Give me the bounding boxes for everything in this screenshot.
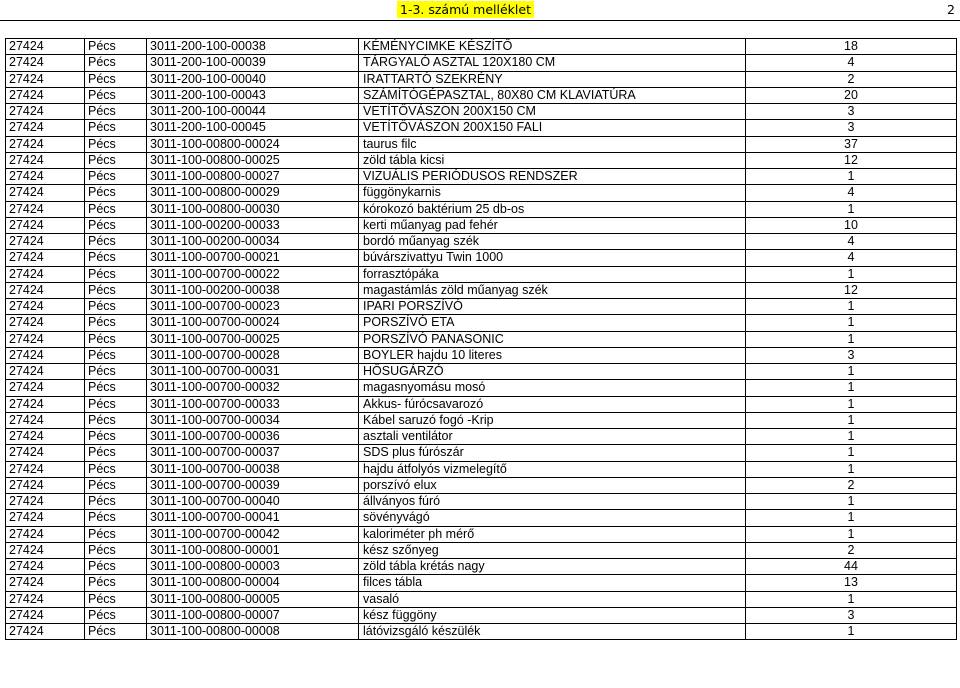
site-code-cell: 27424 — [6, 55, 85, 71]
item-name-cell: filces tábla — [359, 575, 746, 591]
inventory-number-cell: 3011-100-00700-00031 — [147, 364, 359, 380]
city-cell: Pécs — [85, 607, 147, 623]
inventory-number-cell: 3011-100-00800-00025 — [147, 152, 359, 168]
quantity-cell: 1 — [746, 494, 957, 510]
item-name-cell: VIZUÁLIS PERIÓDUSOS RENDSZER — [359, 169, 746, 185]
table-row — [6, 607, 957, 623]
site-code-cell: 27424 — [6, 282, 85, 298]
quantity-cell: 12 — [746, 152, 957, 168]
table-row — [6, 136, 957, 152]
table-row — [6, 542, 957, 558]
table-row — [6, 39, 957, 55]
table-row — [6, 282, 957, 298]
city-cell: Pécs — [85, 494, 147, 510]
inventory-number-cell: 3011-100-00700-00024 — [147, 315, 359, 331]
inventory-number-cell: 3011-200-100-00038 — [147, 39, 359, 55]
item-name-cell: zöld tábla krétás nagy — [359, 559, 746, 575]
inventory-number-cell: 3011-100-00200-00033 — [147, 217, 359, 233]
inventory-number-cell: 3011-100-00800-00004 — [147, 575, 359, 591]
item-name-cell: asztali ventilátor — [359, 429, 746, 445]
item-name-cell: sövényvágó — [359, 510, 746, 526]
item-name-cell: kész szőnyeg — [359, 542, 746, 558]
table-row — [6, 250, 957, 266]
inventory-number-cell: 3011-100-00700-00038 — [147, 461, 359, 477]
quantity-cell: 1 — [746, 315, 957, 331]
inventory-number-cell: 3011-100-00800-00007 — [147, 607, 359, 623]
table-row — [6, 331, 957, 347]
table-row — [6, 120, 957, 136]
city-cell: Pécs — [85, 299, 147, 315]
inventory-number-cell: 3011-200-100-00043 — [147, 87, 359, 103]
item-name-cell: kerti műanyag pad fehér — [359, 217, 746, 233]
city-cell: Pécs — [85, 152, 147, 168]
item-name-cell: VETÍTŐVÁSZON 200X150 CM — [359, 104, 746, 120]
quantity-cell: 3 — [746, 607, 957, 623]
table-row — [6, 396, 957, 412]
site-code-cell: 27424 — [6, 461, 85, 477]
quantity-cell: 37 — [746, 136, 957, 152]
table-row — [6, 461, 957, 477]
site-code-cell: 27424 — [6, 542, 85, 558]
city-cell: Pécs — [85, 234, 147, 250]
item-name-cell: állványos fúró — [359, 494, 746, 510]
quantity-cell: 10 — [746, 217, 957, 233]
item-name-cell: függönykarnis — [359, 185, 746, 201]
inventory-number-cell: 3011-100-00700-00033 — [147, 396, 359, 412]
inventory-number-cell: 3011-100-00700-00021 — [147, 250, 359, 266]
quantity-cell: 1 — [746, 299, 957, 315]
quantity-cell: 2 — [746, 542, 957, 558]
site-code-cell: 27424 — [6, 575, 85, 591]
annex-title: 1-3. számú melléklet — [397, 1, 534, 18]
city-cell: Pécs — [85, 526, 147, 542]
item-name-cell: KÉMÉNYCIMKE KÉSZÍTŐ — [359, 39, 746, 55]
quantity-cell: 1 — [746, 364, 957, 380]
site-code-cell: 27424 — [6, 266, 85, 282]
site-code-cell: 27424 — [6, 217, 85, 233]
quantity-cell: 2 — [746, 71, 957, 87]
inventory-number-cell: 3011-100-00200-00034 — [147, 234, 359, 250]
item-name-cell: kaloriméter ph mérő — [359, 526, 746, 542]
item-name-cell: SZÁMÍTÓGÉPASZTAL, 80X80 CM KLAVIATÚRA — [359, 87, 746, 103]
site-code-cell: 27424 — [6, 169, 85, 185]
quantity-cell: 13 — [746, 575, 957, 591]
item-name-cell: porszívó elux — [359, 477, 746, 493]
item-name-cell: búvárszivattyu Twin 1000 — [359, 250, 746, 266]
city-cell: Pécs — [85, 477, 147, 493]
quantity-cell: 18 — [746, 39, 957, 55]
site-code-cell: 27424 — [6, 71, 85, 87]
table-row — [6, 234, 957, 250]
quantity-cell: 3 — [746, 104, 957, 120]
table-row — [6, 185, 957, 201]
inventory-number-cell: 3011-100-00800-00030 — [147, 201, 359, 217]
inventory-number-cell: 3011-100-00800-00003 — [147, 559, 359, 575]
quantity-cell: 1 — [746, 396, 957, 412]
item-name-cell: Kábel saruzó fogó -Krip — [359, 412, 746, 428]
site-code-cell: 27424 — [6, 250, 85, 266]
item-name-cell: magastámlás zöld műanyag szék — [359, 282, 746, 298]
table-row — [6, 347, 957, 363]
table-row — [6, 104, 957, 120]
item-name-cell: Akkus- fúrócsavarozó — [359, 396, 746, 412]
city-cell: Pécs — [85, 71, 147, 87]
site-code-cell: 27424 — [6, 380, 85, 396]
table-row — [6, 445, 957, 461]
city-cell: Pécs — [85, 380, 147, 396]
item-name-cell: vasaló — [359, 591, 746, 607]
city-cell: Pécs — [85, 55, 147, 71]
table-row — [6, 559, 957, 575]
inventory-number-cell: 3011-200-100-00040 — [147, 71, 359, 87]
item-name-cell: hajdu átfolyós vizmelegítő — [359, 461, 746, 477]
site-code-cell: 27424 — [6, 607, 85, 623]
inventory-number-cell: 3011-200-100-00044 — [147, 104, 359, 120]
site-code-cell: 27424 — [6, 559, 85, 575]
quantity-cell: 1 — [746, 461, 957, 477]
item-name-cell: PORSZÍVÓ PANASONIC — [359, 331, 746, 347]
table-row — [6, 315, 957, 331]
site-code-cell: 27424 — [6, 477, 85, 493]
table-row — [6, 477, 957, 493]
city-cell: Pécs — [85, 396, 147, 412]
table-row — [6, 526, 957, 542]
quantity-cell: 1 — [746, 429, 957, 445]
inventory-number-cell: 3011-100-00700-00028 — [147, 347, 359, 363]
inventory-number-cell: 3011-100-00700-00023 — [147, 299, 359, 315]
table-row — [6, 494, 957, 510]
quantity-cell: 4 — [746, 185, 957, 201]
quantity-cell: 1 — [746, 510, 957, 526]
city-cell: Pécs — [85, 542, 147, 558]
table-row — [6, 87, 957, 103]
item-name-cell: forrasztópáka — [359, 266, 746, 282]
quantity-cell: 1 — [746, 380, 957, 396]
city-cell: Pécs — [85, 104, 147, 120]
city-cell: Pécs — [85, 282, 147, 298]
inventory-table — [5, 38, 957, 640]
item-name-cell: IPARI PORSZÍVÓ — [359, 299, 746, 315]
quantity-cell: 3 — [746, 120, 957, 136]
item-name-cell: VETÍTŐVÁSZON 200X150 FALI — [359, 120, 746, 136]
site-code-cell: 27424 — [6, 429, 85, 445]
quantity-cell: 4 — [746, 55, 957, 71]
city-cell: Pécs — [85, 217, 147, 233]
city-cell: Pécs — [85, 429, 147, 445]
quantity-cell: 3 — [746, 347, 957, 363]
quantity-cell: 1 — [746, 169, 957, 185]
inventory-number-cell: 3011-100-00800-00029 — [147, 185, 359, 201]
site-code-cell: 27424 — [6, 396, 85, 412]
inventory-number-cell: 3011-100-00700-00036 — [147, 429, 359, 445]
city-cell: Pécs — [85, 412, 147, 428]
city-cell: Pécs — [85, 87, 147, 103]
inventory-number-cell: 3011-100-00200-00038 — [147, 282, 359, 298]
inventory-number-cell: 3011-100-00800-00001 — [147, 542, 359, 558]
site-code-cell: 27424 — [6, 494, 85, 510]
table-row — [6, 364, 957, 380]
inventory-number-cell: 3011-100-00700-00037 — [147, 445, 359, 461]
site-code-cell: 27424 — [6, 315, 85, 331]
inventory-number-cell: 3011-100-00800-00024 — [147, 136, 359, 152]
site-code-cell: 27424 — [6, 185, 85, 201]
city-cell: Pécs — [85, 266, 147, 282]
site-code-cell: 27424 — [6, 510, 85, 526]
site-code-cell: 27424 — [6, 120, 85, 136]
site-code-cell: 27424 — [6, 201, 85, 217]
table-row — [6, 575, 957, 591]
inventory-number-cell: 3011-100-00700-00040 — [147, 494, 359, 510]
site-code-cell: 27424 — [6, 347, 85, 363]
quantity-cell: 4 — [746, 234, 957, 250]
inventory-table-body — [6, 39, 957, 640]
table-row — [6, 152, 957, 168]
city-cell: Pécs — [85, 120, 147, 136]
item-name-cell: zöld tábla kicsi — [359, 152, 746, 168]
site-code-cell: 27424 — [6, 331, 85, 347]
page-header — [0, 0, 960, 21]
site-code-cell: 27424 — [6, 136, 85, 152]
table-row — [6, 380, 957, 396]
table-row — [6, 299, 957, 315]
city-cell: Pécs — [85, 445, 147, 461]
inventory-number-cell: 3011-100-00700-00042 — [147, 526, 359, 542]
quantity-cell: 1 — [746, 266, 957, 282]
item-name-cell: HŐSUGÁRZÓ — [359, 364, 746, 380]
site-code-cell: 27424 — [6, 104, 85, 120]
city-cell: Pécs — [85, 201, 147, 217]
inventory-number-cell: 3011-100-00700-00039 — [147, 477, 359, 493]
table-row — [6, 266, 957, 282]
city-cell: Pécs — [85, 624, 147, 640]
city-cell: Pécs — [85, 185, 147, 201]
inventory-number-cell: 3011-200-100-00039 — [147, 55, 359, 71]
city-cell: Pécs — [85, 136, 147, 152]
inventory-number-cell: 3011-100-00700-00022 — [147, 266, 359, 282]
item-name-cell: BOYLER hajdu 10 literes — [359, 347, 746, 363]
item-name-cell: látóvizsgáló készülék — [359, 624, 746, 640]
site-code-cell: 27424 — [6, 234, 85, 250]
quantity-cell: 12 — [746, 282, 957, 298]
table-row — [6, 201, 957, 217]
city-cell: Pécs — [85, 364, 147, 380]
item-name-cell: bordó műanyag szék — [359, 234, 746, 250]
city-cell: Pécs — [85, 575, 147, 591]
table-row — [6, 217, 957, 233]
table-row — [6, 412, 957, 428]
quantity-cell: 1 — [746, 624, 957, 640]
city-cell: Pécs — [85, 591, 147, 607]
item-name-cell: kórokozó baktérium 25 db-os — [359, 201, 746, 217]
site-code-cell: 27424 — [6, 87, 85, 103]
quantity-cell: 1 — [746, 412, 957, 428]
quantity-cell: 44 — [746, 559, 957, 575]
quantity-cell: 4 — [746, 250, 957, 266]
city-cell: Pécs — [85, 461, 147, 477]
site-code-cell: 27424 — [6, 364, 85, 380]
site-code-cell: 27424 — [6, 624, 85, 640]
inventory-number-cell: 3011-200-100-00045 — [147, 120, 359, 136]
inventory-number-cell: 3011-100-00700-00025 — [147, 331, 359, 347]
item-name-cell: TÁRGYALÓ ASZTAL 120X180 CM — [359, 55, 746, 71]
table-row — [6, 510, 957, 526]
site-code-cell: 27424 — [6, 299, 85, 315]
city-cell: Pécs — [85, 315, 147, 331]
city-cell: Pécs — [85, 559, 147, 575]
inventory-number-cell: 3011-100-00800-00008 — [147, 624, 359, 640]
item-name-cell: magasnyomásu mosó — [359, 380, 746, 396]
site-code-cell: 27424 — [6, 412, 85, 428]
quantity-cell: 1 — [746, 331, 957, 347]
table-row — [6, 55, 957, 71]
quantity-cell: 1 — [746, 201, 957, 217]
table-row — [6, 624, 957, 640]
item-name-cell: SDS plus fúrószár — [359, 445, 746, 461]
city-cell: Pécs — [85, 331, 147, 347]
inventory-number-cell: 3011-100-00700-00041 — [147, 510, 359, 526]
inventory-number-cell: 3011-100-00700-00032 — [147, 380, 359, 396]
quantity-cell: 20 — [746, 87, 957, 103]
table-row — [6, 591, 957, 607]
page-number: 2 — [947, 2, 955, 17]
site-code-cell: 27424 — [6, 445, 85, 461]
city-cell: Pécs — [85, 250, 147, 266]
city-cell: Pécs — [85, 347, 147, 363]
quantity-cell: 1 — [746, 445, 957, 461]
city-cell: Pécs — [85, 169, 147, 185]
item-name-cell: kész függöny — [359, 607, 746, 623]
site-code-cell: 27424 — [6, 591, 85, 607]
quantity-cell: 1 — [746, 526, 957, 542]
item-name-cell: PORSZÍVÓ ETA — [359, 315, 746, 331]
city-cell: Pécs — [85, 39, 147, 55]
city-cell: Pécs — [85, 510, 147, 526]
inventory-number-cell: 3011-100-00700-00034 — [147, 412, 359, 428]
quantity-cell: 2 — [746, 477, 957, 493]
inventory-number-cell: 3011-100-00800-00005 — [147, 591, 359, 607]
site-code-cell: 27424 — [6, 39, 85, 55]
item-name-cell: taurus filc — [359, 136, 746, 152]
inventory-number-cell: 3011-100-00800-00027 — [147, 169, 359, 185]
site-code-cell: 27424 — [6, 526, 85, 542]
table-row — [6, 169, 957, 185]
table-row — [6, 71, 957, 87]
site-code-cell: 27424 — [6, 152, 85, 168]
quantity-cell: 1 — [746, 591, 957, 607]
item-name-cell: IRATTARTÓ SZEKRÉNY — [359, 71, 746, 87]
table-row — [6, 429, 957, 445]
